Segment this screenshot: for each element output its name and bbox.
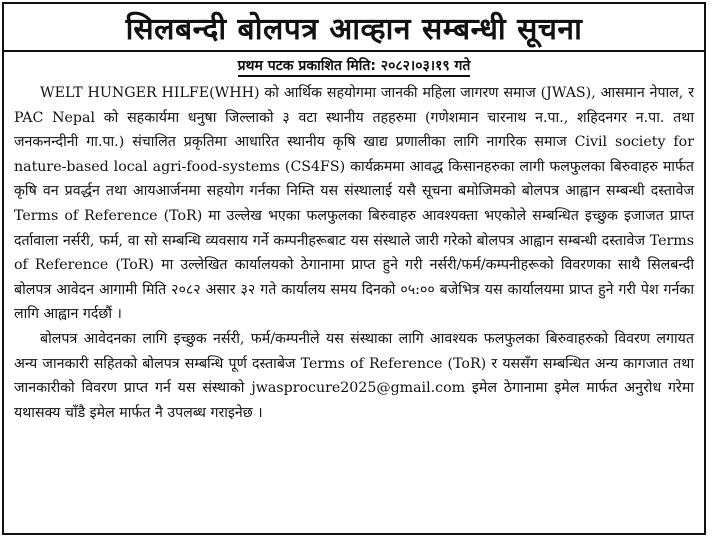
notice-paragraph-2: बोलपत्र आवेदनका लागि इच्छुक नर्सरी, फर्म/कम्पनीले यस संस्थाका लागि आवश्यक फलफुलका बिरुवाहरुको विवरण लगायत अन्य जानकारी सहितको बोलपत्र सम्बन्धि पूर्ण दस्ताबेज Terms of Reference (ToR) र यससँग सम्बन्धित अन्य कागजात तथा जानकारीको विवरण प्राप्त गर्न यस संस्थाको jwasprocure2025@gmail.com इमेल ठेगानामा इमेल मार्फत अनुरोध गरेमा यथासक्य चाँडै इमेल मार्फत नै उपलब्ध गराइनेछ । xyxy=(14,330,694,421)
published-date xyxy=(4,56,704,75)
notice-frame xyxy=(2,2,706,535)
published-date-text: प्रथम पटक प्रकाशित मिति: २०८२।०३।१९ गते xyxy=(238,58,471,77)
notice-paragraph-1: WELT HUNGER HILFE(WHH) को आर्थिक सहयोगमा जानकी महिला जागरण समाज (JWAS), आसमान नेपाल, र PAC Nepal को सहकार्यमा धनुषा जिल्लाको ३ वटा स्थानीय तहहरुमा (गणेशमान चारनाथ न.पा., शहिदनगर न.पा. तथा जनकनन्दीनी गा.पा.) संचालित प्रकृतिमा आधारित स्थानीय कृषि खाद्य प्रणालीका लागि नागरिक समाज Civil society for nature-based local agri-food-systems (CS4FS) कार्यक्रममा आवद्ध किसानहरुका लागी फलफुलका बिरुवाहरु मार्फत कृषि वन प्रवर्द्धन तथा आयआर्जनमा सहयोग गर्नका निम्ति यस संस्थालाई यसै सूचना बमोजिमको बोलपत्र आह्वान सम्बन्धी दस्तावेज Terms of Reference (ToR) मा उल्लेख भएका फलफुलका बिरुवाहरु आवश्यक्ता भएकोले सम्बन्धित इच्छुक इजाजत प्राप्त दर्तावाला नर्सरी, फर्म, वा सो सम्बन्धि व्यवसाय गर्ने कम्पनीहरूबाट यस संस्थाले जारी गरेको बोलपत्र आह्वान सम्बन्धी दस्तावेज Terms of Reference (ToR) मा उल्लेखित कार्यालयको ठेगानामा प्राप्त हुने गरी नर्सरी/फर्म/कम्पनीहरूको विवरणका साथै सिलबन्दी बोलपत्र आवेदन आगामी मिति २०८२ असार ३२ गते कार्यालय समय दिनको ०५:०० बजेभित्र यस कार्यालयमा प्राप्त हुने गरी पेश गर्नका लागि आह्वान गर्दछौं । xyxy=(14,85,694,323)
notice-title: सिलबन्दी बोलपत्र आव्हान सम्बन्धी सूचना xyxy=(125,11,583,47)
title-bar xyxy=(4,4,704,52)
notice-body xyxy=(4,75,704,425)
